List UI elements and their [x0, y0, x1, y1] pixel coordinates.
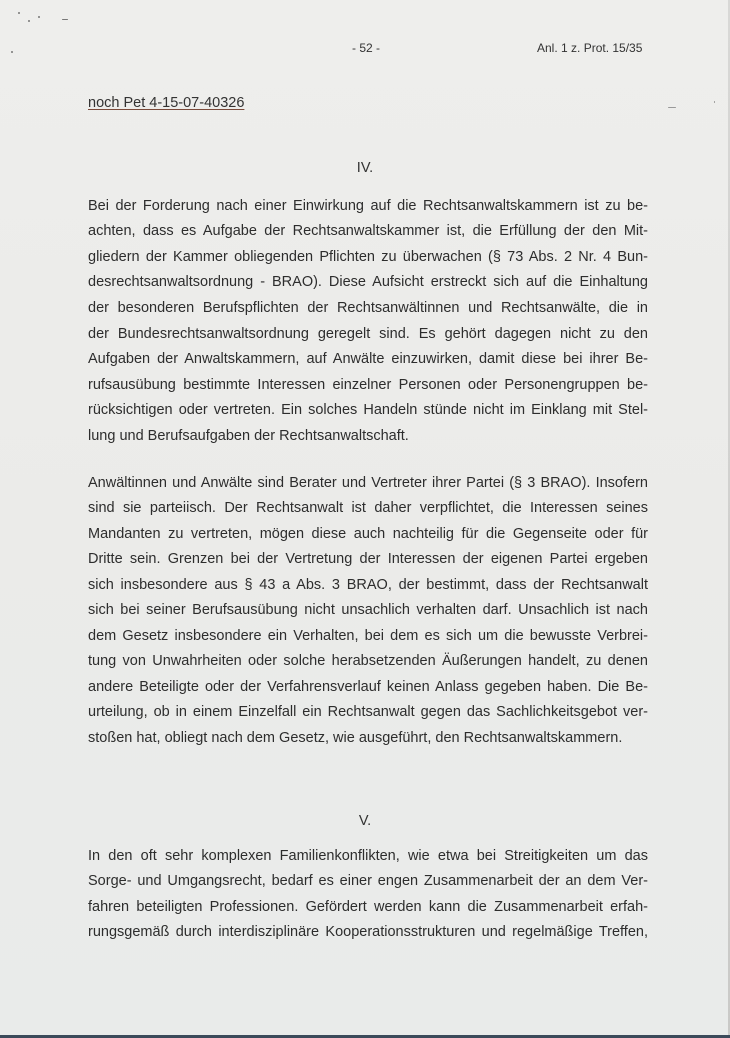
text-line: gliedern der Kammer obliegenden Pflichten zu überwachen (§ 73 Abs. 2 Nr. 4 Bun-	[88, 249, 648, 265]
text-line: Anwältinnen und Anwälte sind Berater und Vertreter ihrer Partei (§ 3 BRAO). Insofern	[88, 475, 648, 491]
text-line: dem Gesetz insbesondere ein Verhalten, bei dem es sich um die bewusste Verbrei-	[88, 628, 648, 644]
protocol-reference: Anl. 1 z. Prot. 15/35	[537, 41, 643, 55]
scan-speck	[38, 16, 40, 18]
text-line: sind sie parteiisch. Der Rechtsanwalt ist daher verpflichtet, die Interessen seines	[88, 500, 648, 516]
section-heading-v: V.	[358, 813, 372, 829]
text-line: Mandanten zu vertreten, mögen diese auch nachteilig für die Gegenseite oder für	[88, 526, 648, 542]
text-line: rungsgemäß durch interdisziplinäre Kooperationsstrukturen und regelmäßige Treffen,	[88, 924, 648, 940]
scan-speck	[28, 20, 30, 22]
text-line: lung und Berufsaufgaben der Rechtsanwaltschaft.	[88, 428, 409, 444]
scan-speck	[714, 101, 715, 103]
text-line: desrechtsanwaltsordnung - BRAO). Diese Aufsicht erstreckt sich auf die Einhaltung	[88, 274, 648, 290]
text-line: urteilung, ob in einem Einzelfall ein Rechtsanwalt gegen das Sachlichkeitsgebot ver-	[88, 704, 648, 720]
text-line: achten, dass es Aufgabe der Rechtsanwaltskammer ist, die Erfüllung der den Mit-	[88, 223, 648, 239]
text-line: Bei der Forderung nach einer Einwirkung auf die Rechtsanwaltskammern ist zu be-	[88, 198, 648, 214]
text-line: sich insbesondere aus § 43 a Abs. 3 BRAO, der bestimmt, dass der Rechtsanwalt	[88, 577, 648, 593]
scan-speck	[668, 107, 676, 108]
text-line: In den oft sehr komplexen Familienkonflikten, wie etwa bei Streitigkeiten um das	[88, 848, 648, 864]
scan-speck	[18, 12, 20, 14]
text-line: Sorge- und Umgangsrecht, bedarf es einer engen Zusammenarbeit der an dem Ver-	[88, 873, 648, 889]
text-line: fahren beteiligten Professionen. Gefördert werden kann die Zusammenarbeit erfah-	[88, 899, 648, 915]
text-line: Aufgaben der Anwaltskammern, auf Anwälte einzuwirken, damit diese bei ihrer Be-	[88, 351, 648, 367]
text-line: der Bundesrechtsanwaltsordnung geregelt sind. Es gehört dagegen nicht zu den	[88, 326, 648, 342]
text-line: rücksichtigen oder vertreten. Ein solches Handeln stünde nicht im Einklang mit Stel-	[88, 402, 648, 418]
petition-reference: noch Pet 4-15-07-40326	[88, 95, 245, 111]
page-number: - 52 -	[352, 41, 381, 55]
text-line: stoßen hat, obliegt nach dem Gesetz, wie ausgeführt, den Rechtsanwaltskammern.	[88, 730, 623, 746]
text-line: der besonderen Berufspflichten der Rechtsanwältinnen und Rechtsanwälte, die in	[88, 300, 648, 316]
section-heading-iv: IV.	[356, 160, 374, 176]
scan-speck	[62, 19, 68, 20]
text-line: rufsausübung bestimmte Interessen einzelner Personen oder Personengruppen be-	[88, 377, 648, 393]
text-line: tung von Unwahrheiten oder solche herabsetzenden Äußerungen handelt, zu denen	[88, 653, 648, 669]
text-line: Dritte sein. Grenzen bei der Vertretung der Interessen der eigenen Partei ergeben	[88, 551, 648, 567]
text-line: andere Beteiligte oder der Verfahrensverlauf keinen Anlass gegeben haben. Die Be-	[88, 679, 648, 695]
scan-speck	[11, 51, 13, 53]
text-line: sich bei seiner Berufsausübung nicht unsachlich verhalten darf. Unsachlich ist nach	[88, 602, 648, 618]
